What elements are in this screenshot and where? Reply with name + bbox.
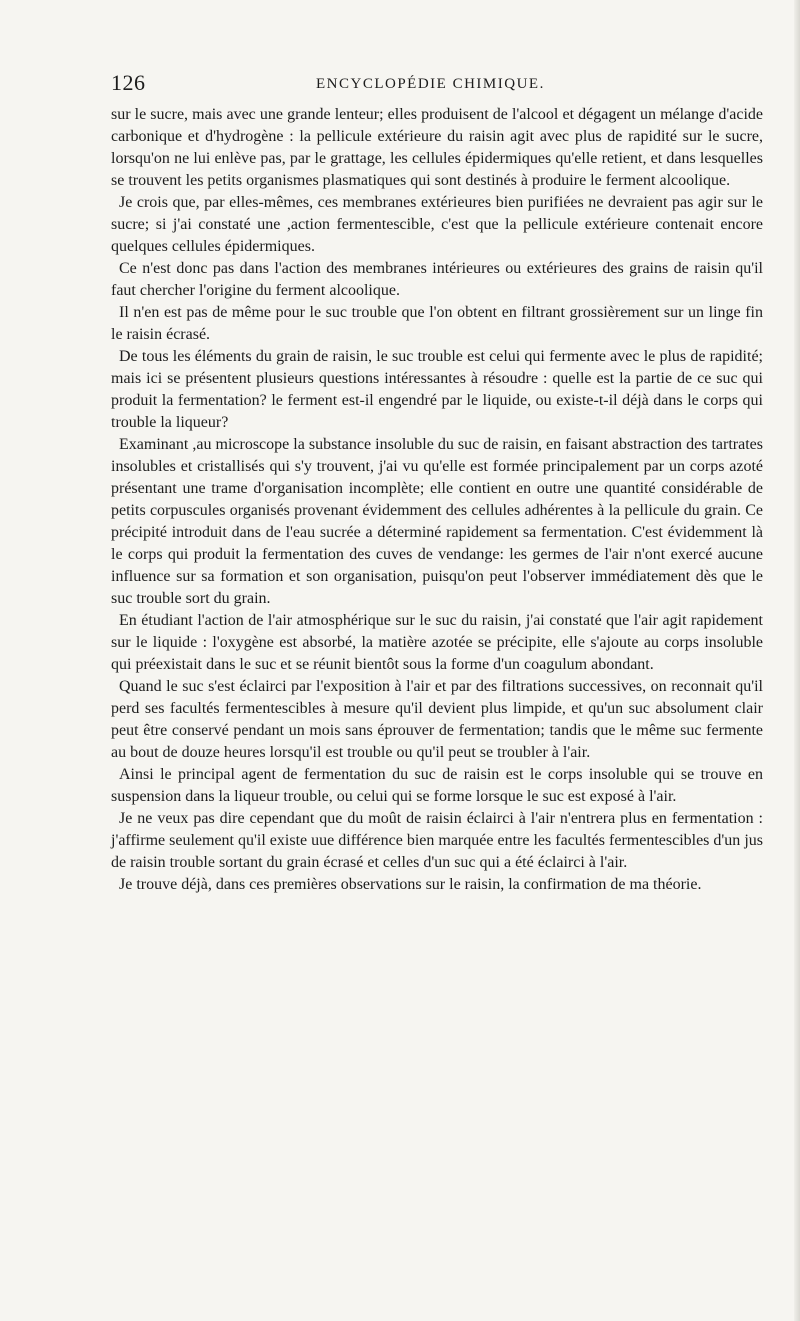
page-header <box>111 70 761 96</box>
page-number: 126 <box>111 70 146 95</box>
paragraph: Ce n'est donc pas dans l'action des membranes intérieures ou extérieures des grains de raisin qu'il faut chercher l'origine du ferment alcoolique. <box>111 260 763 299</box>
paragraph: Il n'en est pas de même pour le suc trouble que l'on obtent en filtrant grossièrement sur un linge fin le raisin écrasé. <box>111 304 763 343</box>
page-edge-shadow <box>794 0 800 1321</box>
body-text <box>111 104 763 896</box>
paragraph: De tous les éléments du grain de raisin, le suc trouble est celui qui fermente avec le plus de rapidité; mais ici se présentent plusieurs questions intéressantes à résoudre : quelle est la partie de ce suc qui produit la fermentation? le ferment est-il engendré par le liquide, ou existe-t-il déjà dans le corps qui trouble la liqueur? <box>111 348 763 431</box>
paragraph: sur le sucre, mais avec une grande lenteur; elles produisent de l'alcool et dégagent un mélange d'acide carbonique et d'hydrogène : la pellicule extérieure du raisin agit avec plus de rapidité sur le sucre, lorsqu'on ne lui enlève pas, par le grattage, les cellules épidermiques qu'elle retient, et dans lesquelles se trouvent les petits organismes plasmatiques qui sont destinés à produire le ferment alcoolique. <box>111 106 763 189</box>
paragraph: Examinant ,au microscope la substance insoluble du suc de raisin, en faisant abstraction des tartrates insolubles et cristallisés qui s'y trouvent, j'ai vu qu'elle est formée principalement par un corps azoté présentant une trame d'organisation incomplète; elle contient en outre une quantité considérable de petits corpuscules organisés provenant évidemment des cellules adhérentes à la pellicule du grain. Ce précipité introduit dans de l'eau sucrée a déterminé rapidement sa fermentation. C'est évidemment là le corps qui produit la fermentation des cuves de vendange: les germes de l'air n'ont exercé aucune influence sur sa formation et son organisation, puisqu'on peut l'observer immédiatement dès que le suc trouble sort du grain. <box>111 436 763 607</box>
paragraph: Ainsi le principal agent de fermentation du suc de raisin est le corps insoluble qui se trouve en suspension dans la liqueur trouble, ou celui qui se forme lorsque le suc est exposé à l'air. <box>111 766 763 805</box>
paragraph: Je crois que, par elles-mêmes, ces membranes extérieures bien purifiées ne devraient pas agir sur le sucre; si j'ai constaté une ,action fermentescible, c'est que la pellicule extérieure contenait encore quelques cellules épidermiques. <box>111 194 763 255</box>
paragraph: En étudiant l'action de l'air atmosphérique sur le suc du raisin, j'ai constaté que l'air agit rapidement sur le liquide : l'oxygène est absorbé, la matière azotée se précipite, elle s'ajoute au corps insoluble qui préexistait dans le suc et se réunit bientôt sous la forme d'un coagulum abondant. <box>111 612 763 673</box>
running-title: ENCYCLOPÉDIE CHIMIQUE. <box>316 76 545 92</box>
paragraph: Quand le suc s'est éclairci par l'exposition à l'air et par des filtrations successives, on reconnait qu'il perd ses facultés fermentescibles à mesure qu'il devient plus limpide, et qu'un suc absolument clair peut être conservé pendant un mois sans éprouver de fermentation; tandis que le même suc fermente au bout de douze heures lorsqu'il est trouble ou qu'il peut se troubler à l'air. <box>111 678 763 761</box>
paragraph: Je trouve déjà, dans ces premières observations sur le raisin, la confirmation de ma théorie. <box>119 876 702 893</box>
paragraph: Je ne veux pas dire cependant que du moût de raisin éclairci à l'air n'entrera plus en fermentation : j'affirme seulement qu'il existe uue différence bien marquée entre les facultés fermentescibles d'un jus de raisin trouble sortant du grain écrasé et celles d'un suc qui a été éclairci à l'air. <box>111 810 763 871</box>
